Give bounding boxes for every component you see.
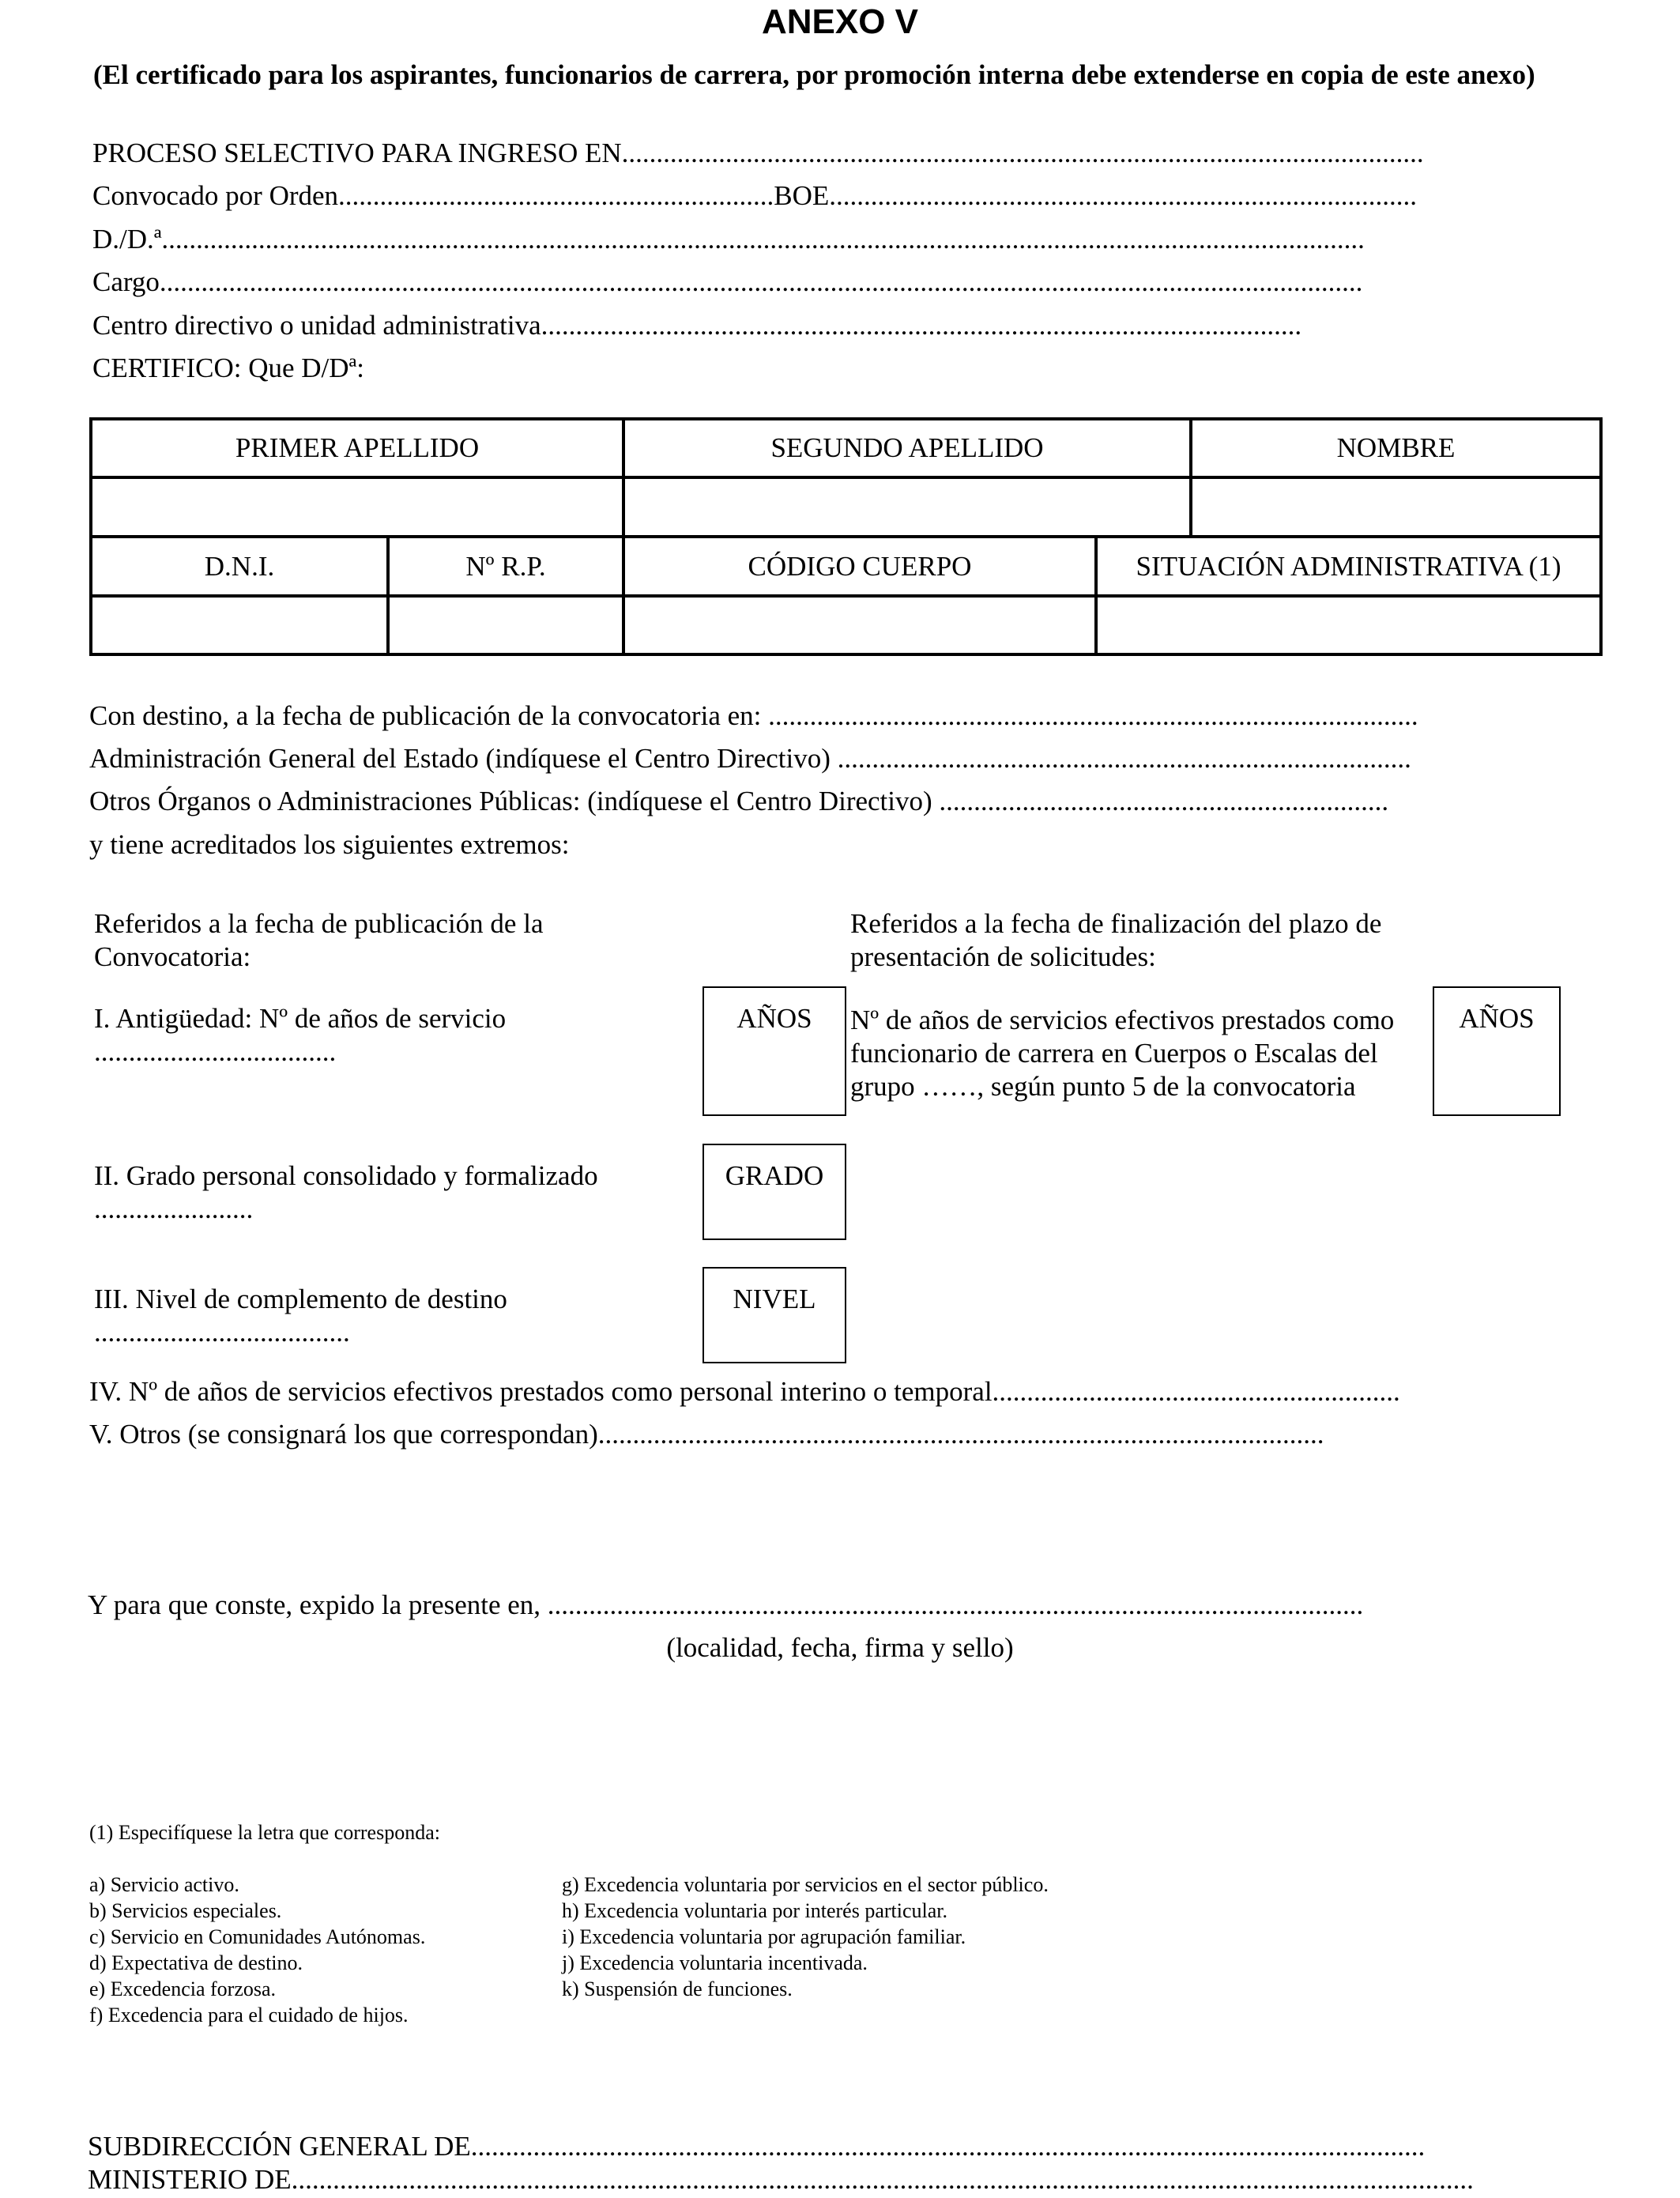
right-item-anos-box[interactable]: AÑOS (1433, 986, 1561, 1116)
closing-signature-note: (localidad, fecha, firma y sello) (666, 1632, 1014, 1663)
footnote-right-list (562, 1872, 1049, 2002)
input-situacion-administrativa[interactable] (1096, 596, 1601, 654)
identification-table (89, 417, 1603, 656)
footnote-option: k) Suspensión de funciones. (562, 1977, 793, 2000)
footnote-option: g) Excedencia voluntaria por servicios en el sector público. (562, 1873, 1049, 1896)
header-primer-apellido: PRIMER APELLIDO (91, 419, 623, 477)
field-con-destino[interactable]: Con destino, a la fecha de publicación de la convocatoria en: .............................................................................................. (89, 700, 1418, 731)
input-nombre[interactable] (1191, 477, 1601, 537)
input-nrp[interactable] (388, 596, 623, 654)
left-column-heading: Referidos a la fecha de publicación de la Convocatoria: (94, 908, 544, 972)
header-situacion-administrativa: SITUACIÓN ADMINISTRATIVA (1) (1096, 537, 1601, 596)
acreditados-label: y tiene acreditados los siguientes extremos: (89, 829, 570, 860)
field-convocado-boe[interactable]: Convocado por Orden...............................................................BOE..................................................................................... (92, 180, 1418, 211)
item-v[interactable]: V. Otros (se consignará los que correspondan)......................................................................................................... (89, 1419, 1324, 1450)
field-administracion-general[interactable]: Administración General del Estado (indíquese el Centro Directivo) ................................................................................... (89, 743, 1411, 774)
footnote-option: e) Excedencia forzosa. (89, 1977, 277, 2000)
footnote-option: f) Excedencia para el cuidado de hijos. (89, 2004, 409, 2026)
footnote-option: i) Excedencia voluntaria por agrupación familiar. (562, 1925, 966, 1948)
header-segundo-apellido: SEGUNDO APELLIDO (623, 419, 1191, 477)
item-ii-dots[interactable]: ....................... (94, 1193, 254, 1224)
field-otros-organos[interactable]: Otros Órganos o Administraciones Públicas: (indíquese el Centro Directivo) ................................................................. (89, 786, 1389, 816)
field-cargo[interactable]: Cargo.............................................................................................................................................................................. (92, 266, 1363, 297)
footnote-option: d) Expectativa de destino. (89, 1951, 303, 1974)
right-item-text: Nº de años de servicios efectivos prestados como funcionario de carrera en Cuerpos o Escalas del grupo ……, según punto 5 de la convocatoria (850, 1005, 1395, 1102)
header-codigo-cuerpo: CÓDIGO CUERPO (623, 537, 1096, 596)
item-iii-label: III. Nivel de complemento de destino (94, 1284, 507, 1314)
footnote-option: h) Excedencia voluntaria por interés particular. (562, 1899, 948, 1922)
input-codigo-cuerpo[interactable] (623, 596, 1096, 654)
field-subdireccion-general[interactable]: SUBDIRECCIÓN GENERAL DE.......................................................................................................................................... (88, 2131, 1426, 2162)
header-nombre: NOMBRE (1191, 419, 1601, 477)
closing-line[interactable]: Y para que conste, expido la presente en, ...................................................................................................................... (88, 1589, 1364, 1620)
item-ii-label: II. Grado personal consolidado y formalizado (94, 1160, 598, 1191)
input-primer-apellido[interactable] (91, 477, 623, 537)
item-iii-dots[interactable]: ..................................... (94, 1317, 350, 1348)
footnote-option: a) Servicio activo. (89, 1873, 239, 1896)
field-proceso-selectivo[interactable]: PROCESO SELECTIVO PARA INGRESO EN.................................................................................................................... (92, 138, 1424, 168)
certifico-label: CERTIFICO: Que D/Dª: (92, 353, 364, 383)
header-nrp: Nº R.P. (388, 537, 623, 596)
right-column-heading: Referidos a la fecha de finalización del plazo de presentación de solicitudes: (850, 908, 1382, 972)
footnote-option: b) Servicios especiales. (89, 1899, 282, 1922)
field-ministerio[interactable]: MINISTERIO DE........................................................................................................................................................................... (88, 2164, 1474, 2195)
item-iv[interactable]: IV. Nº de años de servicios efectivos prestados como personal interino o temporal........................................................... (89, 1376, 1400, 1407)
item-i-anos-box[interactable]: AÑOS (703, 986, 846, 1116)
document-title: ANEXO V (761, 2, 919, 41)
footnote-option: j) Excedencia voluntaria incentivada. (562, 1951, 868, 1974)
input-dni[interactable] (91, 596, 388, 654)
document-subtitle: (El certificado para los aspirantes, funcionarios de carrera, por promoción interna debe extenderse en copia de este anexo) (93, 59, 1535, 90)
footnote-left-list (89, 1872, 425, 2028)
footnote-option: c) Servicio en Comunidades Autónomas. (89, 1925, 426, 1948)
item-iii-nivel-box[interactable]: NIVEL (703, 1267, 846, 1363)
input-segundo-apellido[interactable] (623, 477, 1191, 537)
item-i-label: I. Antigüedad: Nº de años de servicio (94, 1003, 507, 1034)
footnote-title: (1) Especifíquese la letra que corresponda: (89, 1821, 440, 1844)
header-dni: D.N.I. (91, 537, 388, 596)
item-ii-grado-box[interactable]: GRADO (703, 1144, 846, 1240)
field-dd[interactable]: D./D.ª.............................................................................................................................................................................. (92, 224, 1365, 254)
field-centro-directivo[interactable]: Centro directivo o unidad administrativa.............................................................................................................. (92, 310, 1302, 341)
item-i-dots[interactable]: ................................... (94, 1036, 337, 1067)
